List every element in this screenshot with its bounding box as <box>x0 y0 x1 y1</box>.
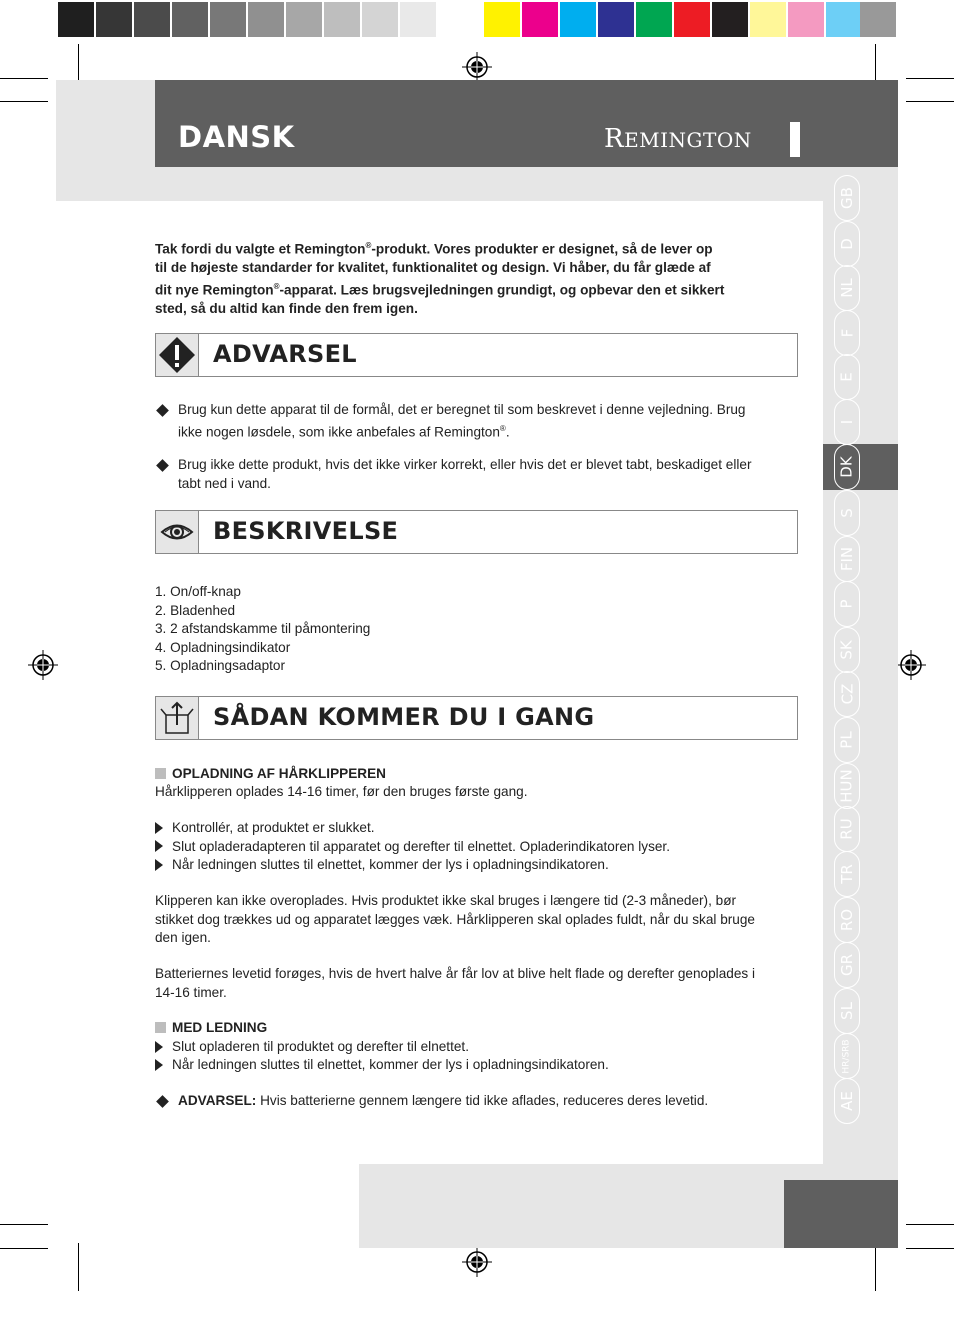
color-swatch <box>58 2 94 37</box>
language-tab-label: HUN <box>838 769 857 803</box>
color-swatch <box>484 2 520 37</box>
color-swatch <box>286 2 322 37</box>
language-tab-fin[interactable] <box>834 536 860 582</box>
list-item: 4. Opladningsindikator <box>155 639 291 655</box>
language-tab-sk[interactable] <box>834 627 860 673</box>
section-title: ADVARSEL <box>213 340 357 368</box>
getting-started-section-header <box>155 696 798 740</box>
color-swatch <box>210 2 246 37</box>
list-item: 2. Bladenhed <box>155 602 236 618</box>
language-tab-tr[interactable] <box>834 851 860 897</box>
bullet-icon <box>156 459 169 472</box>
color-swatch <box>598 2 634 37</box>
page-title: DANSK <box>178 120 295 154</box>
arrow-bullet-icon <box>155 859 163 871</box>
language-tab-label: F <box>837 328 856 338</box>
color-swatch <box>438 2 474 37</box>
language-tab-gr[interactable] <box>834 942 860 988</box>
color-swatch <box>96 2 132 37</box>
language-tab-label: DK <box>837 456 856 478</box>
language-tab-label: TR <box>838 864 856 884</box>
language-tab-p[interactable] <box>834 581 860 627</box>
box-icon <box>156 697 199 739</box>
language-tab-e[interactable] <box>834 354 860 400</box>
language-tab-label: GR <box>837 953 856 977</box>
battery-warning: ADVARSEL: Hvis batterierne gennem længere tid ikke aflades, reduceres deres levetid. <box>178 1093 709 1108</box>
logo-rest: EMINGTON <box>624 128 752 152</box>
list-item: 3. 2 afstandskamme til påmontering <box>155 621 371 636</box>
language-tab-label: SL <box>837 1002 856 1020</box>
language-tab-d[interactable] <box>834 221 860 267</box>
crop-mark <box>906 1224 954 1225</box>
crop-mark <box>0 1224 48 1225</box>
language-tab-ae[interactable] <box>834 1078 860 1124</box>
step-item: Slut opladeradapteren til apparatet og derefter til elnettet. Opladerindikatoren lyser. <box>172 839 670 854</box>
language-tab-label: E <box>837 372 856 382</box>
language-tab-label: HR/SRB <box>841 1038 852 1074</box>
crop-mark <box>906 101 954 102</box>
charging-heading: OPLADNING AF HÅRKLIPPEREN <box>172 766 386 781</box>
language-tab-label: PL <box>838 731 856 749</box>
color-swatch <box>712 2 748 37</box>
arrow-bullet-icon <box>155 1041 163 1053</box>
registration-target-icon <box>462 52 492 82</box>
language-tab-label: D <box>838 238 856 250</box>
language-tab-i[interactable] <box>834 399 860 445</box>
step-item: Kontrollér, at produktet er slukket. <box>172 820 375 835</box>
battery-paragraph: Batteriernes levetid forøges, hvis de hvert halve år får lov at blive helt flade og derefter genoplades i 14-16 timer. <box>155 966 755 1000</box>
language-tab-label: CZ <box>838 683 856 705</box>
crop-mark <box>78 1243 79 1291</box>
language-tab-f[interactable] <box>834 310 860 356</box>
section-title: SÅDAN KOMMER DU I GANG <box>213 703 595 731</box>
language-tab-ro[interactable] <box>834 897 860 943</box>
brand-logo <box>604 124 752 154</box>
language-tab-label: GB <box>837 187 856 209</box>
list-item: 1. On/off-knap <box>155 584 241 599</box>
language-tab-nl[interactable] <box>834 265 860 311</box>
step-item: Slut opladeren til produktet og derefter til elnettet. <box>172 1039 469 1054</box>
description-section-header <box>155 510 798 554</box>
section-title: BESKRIVELSE <box>213 517 399 545</box>
crop-mark <box>0 1248 48 1249</box>
color-swatch <box>172 2 208 37</box>
logo-bar <box>790 122 800 157</box>
language-tab-label: I <box>838 419 856 425</box>
language-tab-cz[interactable] <box>834 671 860 717</box>
language-tab-hr-srb[interactable] <box>834 1033 860 1079</box>
warning-section-header <box>155 333 798 377</box>
language-tab-dk[interactable] <box>834 444 860 490</box>
overcharge-paragraph: Klipperen kan ikke overoplades. Hvis produktet ikke skal bruges i længere tid (2-3 måneder), bør stikket dog trækkes ud og apparatet lægges væk. Hårklipperen skal oplades fuldt, når du skal bruge den igen. <box>155 893 755 945</box>
color-swatch <box>636 2 672 37</box>
language-tab-sl[interactable] <box>834 988 860 1034</box>
charging-text: Hårklipperen oplades 14-16 timer, før den bruges første gang. <box>155 784 528 799</box>
language-tab-s[interactable] <box>834 490 860 536</box>
page-number-box <box>784 1180 898 1248</box>
language-tab-label: S <box>838 508 856 518</box>
language-tab-label: SK <box>837 640 856 660</box>
color-swatch <box>560 2 596 37</box>
color-swatch <box>826 2 862 37</box>
color-swatch <box>860 2 896 37</box>
color-swatch <box>522 2 558 37</box>
arrow-bullet-icon <box>155 822 163 834</box>
arrow-bullet-icon <box>155 1059 163 1071</box>
color-swatch <box>324 2 360 37</box>
language-tab-gb[interactable] <box>834 175 860 221</box>
warning-item: Brug kun dette apparat til de formål, det er beregnet til som beskrevet i denne vejledning. Brug ikke nogen løsdele, som ikke anbefales af Remington®. <box>178 402 746 440</box>
bullet-icon <box>156 404 169 417</box>
arrow-bullet-icon <box>155 840 163 852</box>
language-tab-hun[interactable] <box>834 763 860 809</box>
square-bullet-icon <box>155 768 166 779</box>
crop-mark <box>906 1248 954 1249</box>
step-item: Når ledningen sluttes til elnettet, kommer der lys i opladningsindikatoren. <box>172 857 609 872</box>
list-item: 5. Opladningsadaptor <box>155 658 285 673</box>
crop-mark <box>875 1243 876 1291</box>
square-bullet-icon <box>155 1022 166 1033</box>
color-swatch <box>362 2 398 37</box>
crop-mark <box>906 78 954 79</box>
color-swatch <box>400 2 436 37</box>
bullet-icon <box>156 1095 169 1108</box>
language-tab-label: AE <box>838 1091 856 1111</box>
registration-target-icon <box>462 1247 492 1277</box>
logo-initial: R <box>604 124 625 154</box>
language-tab-label: FIN <box>838 546 856 572</box>
color-swatch <box>674 2 710 37</box>
intro-paragraph: Tak fordi du valgte et Remington®-produkt. Vores produkter er designet, så de lever op til de højeste standarder for kvalitet, funktionalitet og design. Vi håber, du får glæde af dit nye Remington®-apparat. Læs brugsvejledningen grundigt, og opbevar den et sikkert sted, så du altid kan finde den frem igen. <box>155 241 725 316</box>
language-tab-label: NL <box>837 278 856 298</box>
color-swatch <box>248 2 284 37</box>
language-tab-ru[interactable] <box>834 806 860 852</box>
registration-target-icon <box>896 650 926 680</box>
step-item: Når ledningen sluttes til elnettet, kommer der lys i opladningsindikatoren. <box>172 1057 609 1072</box>
parts-list <box>155 583 655 676</box>
cord-heading: MED LEDNING <box>172 1020 268 1035</box>
language-tab-pl[interactable] <box>834 717 860 763</box>
language-tab-label: RO <box>837 908 856 932</box>
eye-icon <box>156 511 199 553</box>
registration-target-icon <box>28 650 58 680</box>
color-swatch <box>788 2 824 37</box>
exclamation-icon <box>156 334 199 376</box>
color-swatch <box>134 2 170 37</box>
language-tab-label: P <box>837 599 856 609</box>
color-swatch <box>750 2 786 37</box>
warning-item: Brug ikke dette produkt, hvis det ikke virker korrekt, eller hvis det er blevet tabt, beskadiget eller tabt ned i vand. <box>178 457 752 491</box>
language-tab-label: RU <box>838 818 856 840</box>
crop-mark <box>0 78 48 79</box>
crop-mark <box>0 101 48 102</box>
